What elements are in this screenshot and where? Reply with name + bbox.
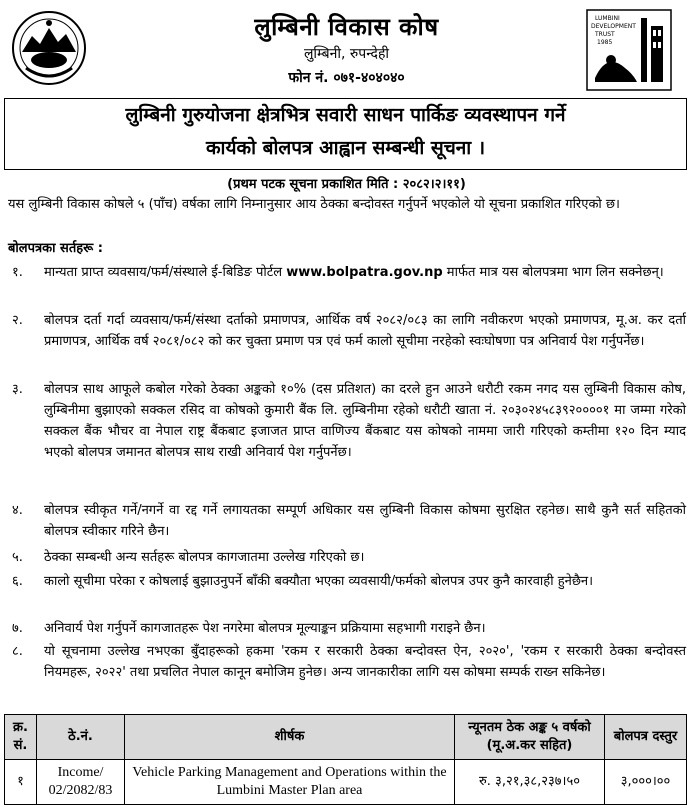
- conditions-heading: बोलपत्रका सर्तहरू :: [8, 241, 103, 256]
- condition-text: मान्यता प्राप्त व्यवसाय/फर्म/संस्थाले ई-बिडिङ पोर्टल: [44, 265, 287, 280]
- condition-text: ठेक्का सम्बन्धी अन्य सर्तहरू बोलपत्र कागजातमा उल्लेख गरिएको छ।: [44, 550, 365, 565]
- condition-item: [8, 379, 686, 463]
- org-address: लुम्बिनी, रुपन्देही: [303, 46, 390, 62]
- tender-table: [4, 714, 687, 805]
- svg-text:1985: 1985: [597, 39, 613, 46]
- org-name: लुम्बिनी विकास कोष: [254, 13, 439, 41]
- col-header-minimum-amount: न्यूनतम ठेक अङ्क ५ वर्षको (मू.अ.कर सहित): [455, 715, 605, 760]
- intro-paragraph: यस लुम्बिनी विकास कोषले ५ (पाँच) वर्षका लागि निम्नानुसार आय ठेक्का बन्दोवस्त गर्नुपर्ने भएकोले यो सूचना प्रकाशित गरिएको छ।: [8, 197, 620, 212]
- org-phone: फोन नं. ०७१-४०४०४०: [288, 70, 405, 86]
- published-date: (प्रथम पटक सूचना प्रकाशित मिति : २०८२।२।११): [227, 177, 466, 192]
- condition-text: बोलपत्र साथ आफूले कबोल गरेको ठेक्का अङ्कको १०% (दस प्रतिशत) का दरले हुन आउने धरौटी रकम नगद यस लुम्बिनी विकास कोष, लुम्बिनीमा बुझाएको सक्कल रसिद वा कोषको कुमारी बैंक लि. लुम्बिनीमा रहेको धरौटी खाता नं. २०३०२४५८३९२००००१ मा जम्मा गरेको सक्कल बैंक भौचर वा नेपाल राष्ट्र बैंकबाट इजाजत प्राप्त वाणिज्य बैंकबाट यस कोषको नाममा जारी गरिएको कम्तीमा १२० दिन म्याद भएको बोलपत्र जमानत बोलपत्र साथ राखी अनिवार्य पेश गर्नुपर्नेछ।: [44, 382, 686, 460]
- col-header-serial: क्र. सं.: [5, 715, 37, 760]
- condition-item: [8, 571, 686, 592]
- condition-text: कालो सूचीमा परेका र कोषलाई बुझाउनुपर्ने बाँकी बक्यौता भएका व्यवसायी/फर्मको बोलपत्र उपर कुनै कारवाही हुनेछैन।: [44, 574, 594, 589]
- condition-item: [8, 262, 686, 283]
- svg-text:DEVELOPMENT: DEVELOPMENT: [591, 23, 636, 30]
- cell-fee: ३,०००।००: [605, 760, 687, 805]
- condition-item: [8, 310, 686, 352]
- condition-number: ४.: [12, 503, 23, 518]
- notice-title-box: [4, 98, 687, 170]
- condition-text: यो सूचनामा उल्लेख नभएका बुँदाहरूको हकमा 'रकम र सरकारी ठेक्का बन्दोवस्त ऐन, २०२०', 'रकम र सरकारी ठेक्का बन्दोवस्त नियमहरू, २०२२' तथा प्रचलित नेपाल कानून बमोजिम हुनेछ। अन्य जानकारीका लागि यस कोषमा सम्पर्क राख्न सकिनेछ।: [44, 644, 686, 680]
- condition-text: बोलपत्र स्वीकृत गर्ने/नगर्ने वा रद्द गर्ने लगायतका सम्पूर्ण अधिकार यस लुम्बिनी विकास कोषमा सुरक्षित रहनेछ। साथै कुनै सर्त सहितको बोलपत्र स्वीकार गरिने छैन।: [44, 503, 686, 539]
- condition-item: [8, 641, 686, 683]
- table-header-row: [5, 715, 687, 760]
- col-header-title: शीर्षक: [125, 715, 455, 760]
- notice-title-line-2: कार्यको बोलपत्र आह्वान सम्बन्धी सूचना ।: [205, 137, 486, 159]
- col-header-fee: बोलपत्र दस्तुर: [605, 715, 687, 760]
- svg-text:LUMBINI: LUMBINI: [595, 15, 620, 22]
- condition-number: ८.: [12, 644, 23, 659]
- condition-text: अनिवार्य पेश गर्नुपर्ने कागजातहरू पेश नगरेमा बोलपत्र मूल्याङ्कन प्रक्रियामा सहभागी गराइने छैन।: [44, 621, 486, 636]
- cell-contract-no: Income/ 02/2082/83: [37, 760, 125, 805]
- condition-text: मार्फत मात्र यस बोलपत्रमा भाग लिन सक्नेछन्।: [442, 265, 664, 280]
- condition-number: १.: [12, 265, 23, 280]
- condition-item: [8, 618, 686, 639]
- notice-title-line-1: लुम्बिनी गुरुयोजना क्षेत्रभित्र सवारी साधन पार्किङ व्यवस्थापन गर्ने: [125, 104, 566, 126]
- condition-number: २.: [12, 313, 23, 328]
- condition-number: ७.: [12, 621, 23, 636]
- condition-number: ३.: [12, 382, 23, 397]
- condition-number: ५.: [12, 550, 23, 565]
- condition-item: [8, 547, 686, 568]
- ebidding-portal-link[interactable]: www.bolpatra.gov.np: [286, 265, 443, 280]
- condition-text: बोलपत्र दर्ता गर्दा व्यवसाय/फर्म/संस्था दर्ताको प्रमाणपत्र, आर्थिक वर्ष २०८२/०८३ का लागि नवीकरण भएको प्रमाणपत्र, मू.अ. कर दर्ता प्रमाणपत्र, आर्थिक वर्ष २०८१/०८२ को कर चुक्ता प्रमाण पत्र एवं फर्म कालो सूचीमा नरहेको स्वःघोषणा पत्र अनिवार्य पेश गर्नुपर्नेछ।: [44, 313, 686, 349]
- condition-number: ६.: [12, 574, 23, 589]
- cell-title: Vehicle Parking Management and Operations within the Lumbini Master Plan area: [125, 760, 455, 805]
- cell-serial: १: [5, 760, 37, 805]
- condition-item: [8, 500, 686, 542]
- table-row: [5, 760, 687, 805]
- cell-minimum-amount: रु. ३,२१,३८,२३७।५०: [455, 760, 605, 805]
- col-header-contract-no: ठे.नं.: [37, 715, 125, 760]
- svg-text:TRUST: TRUST: [595, 31, 615, 38]
